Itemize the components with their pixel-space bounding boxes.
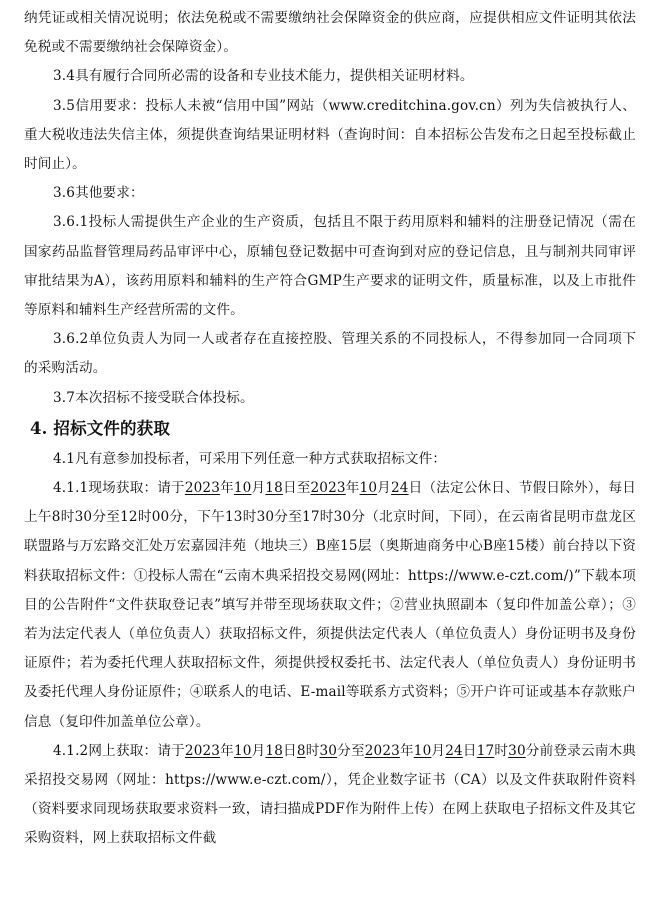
date-year-end: 2023 bbox=[364, 742, 400, 759]
text-segment: 分至 bbox=[337, 742, 365, 759]
time-minute-end: 30 bbox=[508, 742, 526, 759]
text-segment: 月 bbox=[431, 742, 446, 759]
paragraph-3-6-2: 3.6.2单位负责人为同一人或者存在直接控股、管理关系的不同投标人，不得参加同一合同项下的采购活动。 bbox=[24, 331, 636, 377]
section-heading-4: 4. 招标文件的获取 bbox=[30, 418, 170, 438]
text-segment: 日 bbox=[462, 742, 477, 759]
paragraph-3-7: 3.7本次招标不接受联合体投标。 bbox=[53, 389, 254, 406]
text-segment: 日至 bbox=[282, 480, 311, 497]
text-segment: 日（法定公休日、节假日除外），每日上午8时30分至12时00分，下午13时30分至17时30分（北京时间，下同），在云南省昆明市盘龙区联盟路与万宏路交汇处万宏嘉园沣苑（地块三）B座15层（奥斯迪商务中心B座15楼）前台持以下资料获取招标文件：①投标人需在“云南木典采招投交易网(网址：https://www.e-czt.com/)”下载本项目的公告附件“文件获取登记表”填写并带至现场获取文件；②营业执照副本（复印件加盖公章）；③若为法定代表人（单位负责人）获取招标文件，须提供法定代表人（单位负责人）身份证明书及身份证原件；若为委托代理人获取招标文件，须提供授权委托书、法定代表人（单位负责人）身份证明书及委托代理人身份证原件；④联系人的电话、E-mail等联系方式资料；⑤开户许可证或基本存款账户信息（复印件加盖单位公章）。 bbox=[24, 480, 637, 730]
paragraph-3-6-1: 3.6.1投标人需提供生产企业的生产资质，包括且不限于药用原料和辅料的注册登记情况（需在国家药品监督管理局药品审评中心，原辅包登记数据中可查询到对应的登记信息，且与制剂共同审评审批结果为A），该药用原料和辅料的生产符合GMP生产要求的证明文件，质量标准，以及上市批件等原料和辅料生产经营所需的文件。 bbox=[24, 214, 636, 319]
text-segment: 月 bbox=[377, 480, 391, 497]
paragraph-4-1-2 bbox=[24, 737, 636, 854]
text-segment: 日 bbox=[283, 742, 297, 759]
date-year-start: 2023 bbox=[184, 742, 221, 759]
text-segment: 4.1.1现场获取：请于 bbox=[53, 480, 185, 497]
date-day-start: 18 bbox=[265, 742, 283, 759]
text-segment: 4.1.2网上获取：请于 bbox=[53, 742, 185, 759]
paragraph-3-6: 3.6其他要求： bbox=[53, 185, 144, 202]
text-segment: 时 bbox=[305, 742, 320, 759]
time-hour-end: 17 bbox=[476, 742, 495, 759]
time-minute-start: 30 bbox=[319, 742, 338, 759]
text-segment: 时 bbox=[494, 742, 509, 759]
paragraph-continuation: 纳凭证或相关情况说明；依法免税或不需要缴纳社会保障资金的供应商，应提供相应文件证明其依法免税或不需要缴纳社会保障资金）。 bbox=[24, 10, 636, 56]
date-year-start: 2023 bbox=[184, 480, 221, 497]
text-segment: 年 bbox=[399, 742, 414, 759]
paragraph-4-1: 4.1凡有意参加投标者，可采用下列任意一种方式获取招标文件： bbox=[53, 450, 447, 467]
date-day-end: 24 bbox=[445, 742, 463, 759]
text-segment: 年 bbox=[220, 480, 234, 497]
date-month-start: 10 bbox=[233, 742, 252, 759]
paragraph-3-4: 3.4具有履行合同所必需的设备和专业技术能力，提供相关证明材料。 bbox=[53, 68, 474, 85]
date-month-end: 10 bbox=[359, 480, 378, 497]
date-year-end: 2023 bbox=[310, 480, 346, 497]
time-hour-start: 8 bbox=[296, 742, 306, 759]
date-month-end: 10 bbox=[413, 742, 432, 759]
text-segment: 月 bbox=[251, 480, 266, 497]
text-segment: 月 bbox=[251, 742, 266, 759]
text-segment: 年 bbox=[345, 480, 360, 497]
text-segment: 分前登录云南木典采招投交易网（网址：https://www.e-czt.com/），凭企业数字证书（CA）以及文件获取附件资料（资料要求同现场获取要求资料一致，请扫描成PDF作为附件上传）在网上获取电子招标文件及其它采购资料，网上获取招标文件截 bbox=[24, 742, 637, 847]
text-segment: 年 bbox=[220, 742, 234, 759]
paragraph-4-1-1 bbox=[24, 474, 636, 737]
date-day-end: 24 bbox=[390, 480, 409, 497]
date-month-start: 10 bbox=[233, 480, 252, 497]
paragraph-3-5: 3.5信用要求：投标人未被“信用中国”网站（www.creditchina.gov.cn）列为失信被执行人、重大税收违法失信主体，须提供查询结果证明材料（查询时间：自本招标公告发布之日起至投标截止时间止）。 bbox=[24, 97, 636, 173]
date-day-start: 18 bbox=[265, 480, 283, 497]
